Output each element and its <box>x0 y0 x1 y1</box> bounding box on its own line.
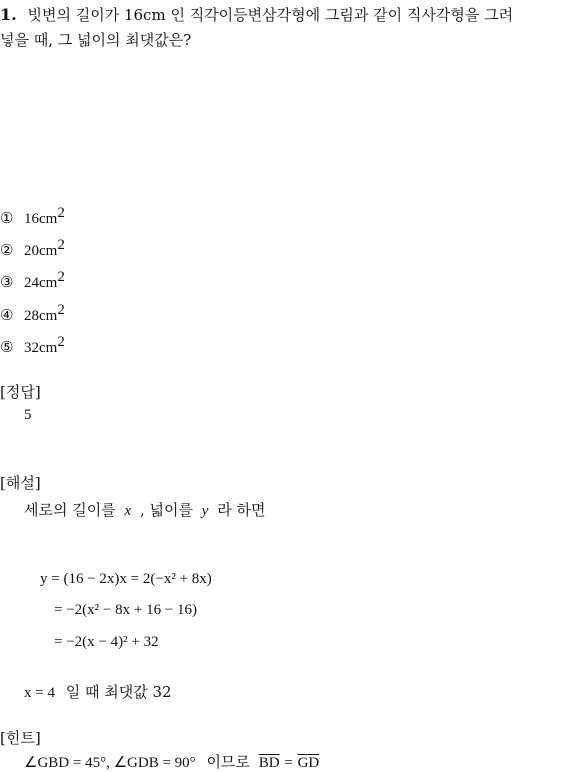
hint-segment-bd: $\overline{BD}$ <box>258 755 280 771</box>
hint-angles: ∠GBD = 45°, ∠GDB = 90° <box>24 755 196 771</box>
answer-value: 5 <box>24 407 32 423</box>
choice-mark: ② <box>0 241 14 259</box>
question-line-1 <box>0 4 513 25</box>
solution-var-x: x <box>124 503 132 519</box>
choice-4[interactable] <box>0 302 65 325</box>
solution-equation-1: y = (16 − 2x)x = 2(−x² + 8x) <box>40 571 212 587</box>
conclusion-condition: x = 4 <box>24 685 55 701</box>
answer-label: [정답] <box>0 383 41 401</box>
choice-mark: ⑤ <box>0 338 14 356</box>
choice-mark: ③ <box>0 273 14 291</box>
choice-exponent: 2 <box>57 237 65 253</box>
hint-body <box>24 751 319 772</box>
hint-equals: = <box>284 755 293 771</box>
choice-value: 24cm <box>24 275 58 291</box>
solution-var-y: y <box>201 503 209 519</box>
choice-3[interactable] <box>0 269 65 292</box>
choice-value: 16cm <box>24 211 58 227</box>
choice-exponent: 2 <box>57 269 65 285</box>
question-number: 1. <box>0 5 17 24</box>
conclusion-text: 일 때 최댓값 32 <box>65 683 172 701</box>
solution-equation-3: = −2(x − 4)² + 32 <box>54 634 159 650</box>
choice-value: 28cm <box>24 308 58 324</box>
solution-intro-prefix: 세로의 길이를 <box>24 501 116 519</box>
choice-value: 32cm <box>24 340 58 356</box>
choice-exponent: 2 <box>57 302 65 318</box>
choice-value: 20cm <box>24 243 58 259</box>
solution-intro-suffix: 라 하면 <box>217 501 266 519</box>
solution-label: [해설] <box>0 474 41 492</box>
choice-5[interactable] <box>0 334 65 357</box>
choice-1[interactable] <box>0 205 65 228</box>
hint-label: [힌트] <box>0 729 41 747</box>
choice-mark: ① <box>0 209 14 227</box>
choice-exponent: 2 <box>57 205 65 221</box>
question-text-1: 빗변의 길이가 16cm 인 직각이등변삼각형에 그림과 같이 직사각형을 그려 <box>27 6 514 24</box>
choice-exponent: 2 <box>57 334 65 350</box>
question-line-2: 넣을 때, 그 넓이의 최댓값은? <box>0 31 192 49</box>
hint-segment-gd: $\overline{GD}$ <box>297 755 320 771</box>
solution-intro-mid: , 넓이를 <box>139 501 193 519</box>
solution-intro <box>24 499 265 520</box>
solution-conclusion <box>24 681 172 702</box>
choice-2[interactable] <box>0 237 65 260</box>
choice-mark: ④ <box>0 306 14 324</box>
solution-equation-2: = −2(x² − 8x + 16 − 16) <box>54 602 198 618</box>
hint-text: 이므로 <box>206 753 250 771</box>
